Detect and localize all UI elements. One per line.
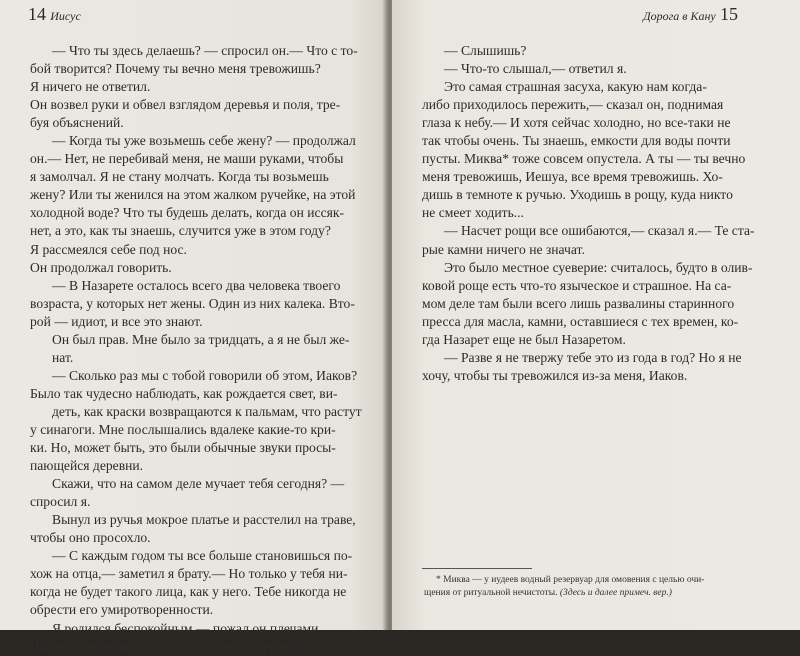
left-body-text — [30, 42, 374, 656]
left-running-head — [28, 4, 81, 26]
text-line: гда Назарет еще не был Назаретом. — [422, 331, 626, 347]
text-line: пресса для масла, камни, оставшиеся с тех времен, ко- — [422, 313, 739, 329]
text-line: глаза к небу.— И хотя сейчас холодно, но все-таки не — [422, 115, 731, 131]
text-line: рые камни ничего не значат. — [422, 241, 585, 257]
text-line: — Сколько раз мы с тобой говорили об этом, Иаков? — [52, 367, 358, 383]
text-line: не смеет ходить... — [422, 205, 524, 221]
text-line: холодной воде? Что ты будешь делать, когда он иссяк- — [30, 205, 344, 221]
footnote — [424, 574, 764, 600]
text-line: либо приходилось пережить,— сказал он, поднимая — [422, 97, 724, 113]
text-line: нет, а это, как ты знаешь, случится уже в этом году? — [30, 223, 331, 239]
right-page — [392, 0, 800, 630]
text-line: нат. — [52, 349, 74, 365]
text-line: — С каждым годом ты все больше становишься по- — [52, 548, 353, 564]
text-line: дишь в темноте к ручью. Уходишь в рощу, куда никто — [422, 187, 733, 203]
text-line: деть, как краски возвращаются к пальмам, что растут — [52, 403, 362, 419]
text-line: мом деле там были всего лишь развалины старинного — [422, 295, 735, 311]
footnote-line: * Миква — у иудеев водный резервуар для омовения с целью очи- — [436, 575, 705, 585]
text-line: обрести его умиротворенности. — [30, 602, 214, 618]
text-line: спросил я. — [30, 494, 91, 510]
text-line: он.— Нет, не перебивай меня, не маши руками, чтобы — [30, 151, 344, 167]
text-line: Это было местное суеверие: считалось, будто в олив- — [444, 259, 753, 275]
text-line: Вынул из ручья мокрое платье и расстелил на траве, — [52, 512, 356, 528]
text-line: рой — идиот, и все это знают. — [30, 313, 203, 329]
text-line: Иаков с тревогой посмотрел в сторону деревни. — [30, 638, 307, 654]
left-running-title: Иисус — [50, 9, 81, 23]
text-line: — Что ты здесь делаешь? — спросил он.— Что с то- — [52, 43, 358, 58]
text-line: Он продолжал говорить. — [30, 259, 172, 275]
text-line: ки. Но, может быть, это были обычные звуки просы- — [30, 440, 336, 456]
right-running-head — [643, 4, 738, 26]
text-line: возраста, у которых нет жены. Один из них калека. Вто- — [30, 295, 355, 311]
text-line: — Что-то слышал,— ответил я. — [444, 61, 627, 77]
text-line: меня тревожишь, Иешуа, все время тревожишь. Хо- — [422, 169, 723, 185]
footnote-divider — [422, 568, 532, 569]
text-line: пающейся деревни. — [30, 458, 144, 474]
right-running-title: Дорога в Кану — [642, 9, 716, 23]
text-line: Я рассмеялся себе под нос. — [30, 241, 187, 257]
right-page-number: 15 — [720, 4, 738, 24]
text-line: хочу, чтобы ты тревожился из-за меня, Иаков. — [422, 367, 688, 383]
text-line: у синагоги. Мне послышались вдалеке какие-то кри- — [30, 421, 336, 437]
text-line: хож на отца,— заметил я брату.— Но только у тебя ни- — [30, 566, 348, 582]
text-line: бой творится? Почему ты вечно меня тревожишь? — [30, 61, 321, 77]
text-line: — Разве я не твержу тебе это из года в год? Но я не — [444, 349, 742, 365]
text-line: Он возвел руки и обвел взглядом деревья и поля, тре- — [30, 97, 341, 113]
left-page — [0, 0, 388, 654]
text-line: — Слышишь? — [444, 43, 527, 58]
text-line: Я родился беспокойным,— пожал он плечами. — [52, 620, 322, 636]
text-line: Это самая страшная засуха, какую нам когда- — [444, 79, 707, 95]
left-page-number: 14 — [28, 4, 46, 24]
text-line: буя объяснений. — [30, 115, 124, 131]
text-line: чтобы оно просохло. — [30, 530, 151, 546]
text-line: Я ничего не ответил. — [30, 79, 151, 95]
text-line: Было так чудесно наблюдать, как рождается свет, ви- — [30, 385, 338, 401]
text-line: — Когда ты уже возьмешь себе жену? — продолжал — [52, 133, 356, 149]
footnote-note: (Здесь и далее примеч. вер.) — [557, 588, 672, 598]
text-line: так чтобы очень. Ты знаешь, емкости для воды почти — [422, 133, 731, 149]
right-body-text — [422, 42, 766, 385]
text-line: Он был прав. Мне было за тридцать, а я не был же- — [52, 331, 350, 347]
text-line: когда не будет такого лица, как у него. Тебе никогда не — [30, 584, 347, 600]
text-line: — Насчет рощи все ошибаются,— сказал я.— Те ста- — [444, 223, 755, 239]
text-line: — В Назарете осталось всего два человека твоего — [52, 277, 341, 293]
text-line: я замолчал. Я не стану молчать. Когда ты возьмешь — [30, 169, 329, 185]
text-line: пусты. Миква* тоже совсем опустела. А ты — ты вечно — [422, 151, 746, 167]
text-line: жену? Или ты женился на этом жалком ручейке, на этой — [30, 187, 356, 203]
text-line: Скажи, что на самом деле мучает тебя сегодня? — — [52, 476, 345, 492]
footnote-line: щения от ритуальной нечистоты. (Здесь и далее примеч. вер.) — [424, 588, 672, 598]
text-line: ковой роще есть что-то языческое и страшное. На са- — [422, 277, 732, 293]
